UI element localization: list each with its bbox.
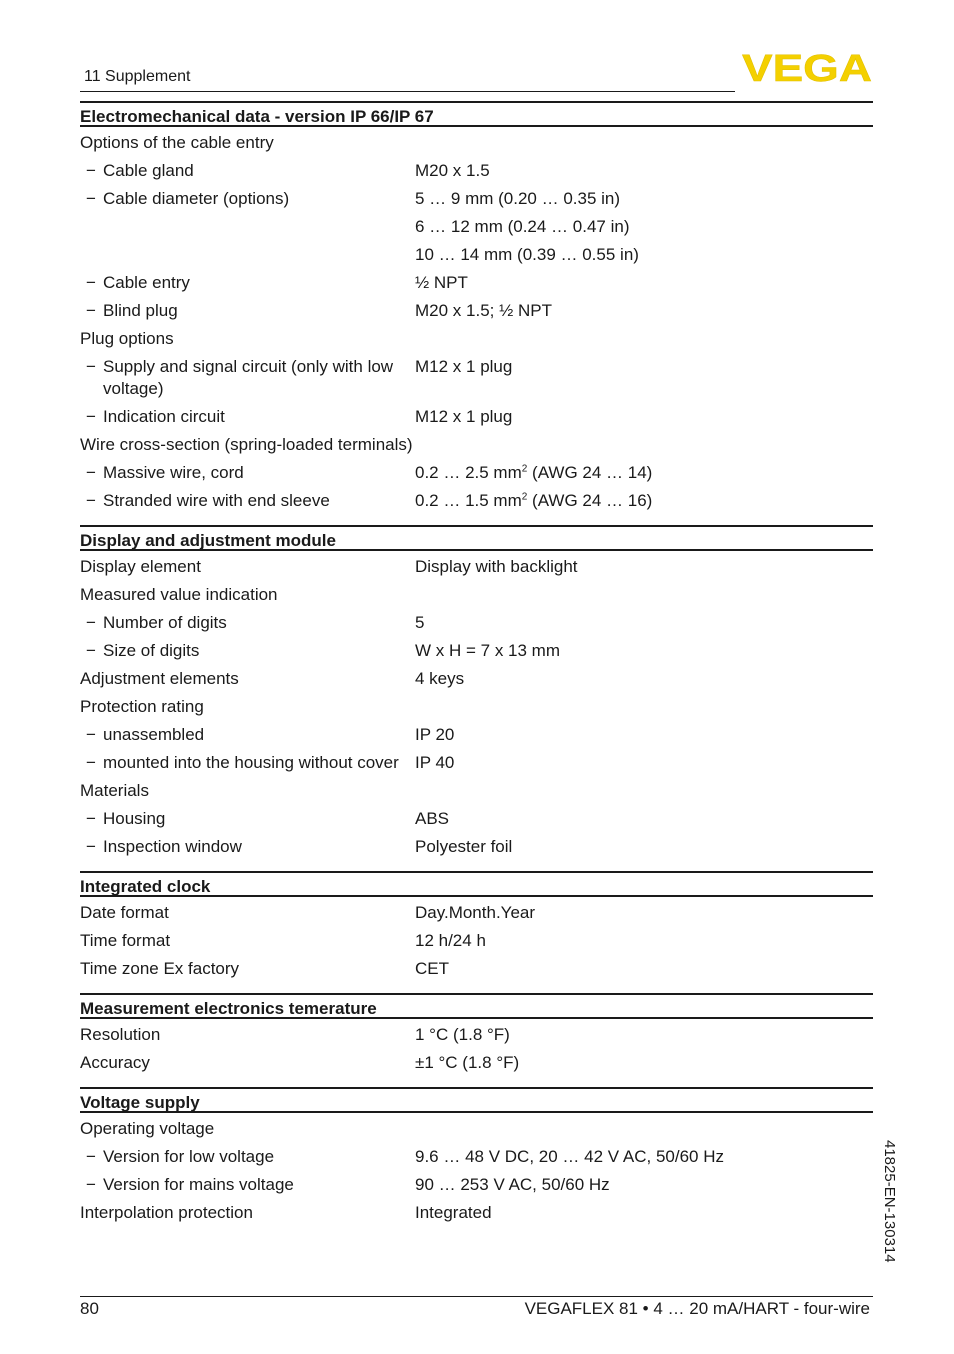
row-value: ±1 °C (1.8 °F) [415, 1053, 520, 1072]
row-value-line: 10 … 14 mm (0.39 … 0.55 in) [415, 245, 639, 264]
row-value-line: 5 … 9 mm (0.20 … 0.35 in) [415, 189, 621, 208]
spec-row [80, 955, 873, 983]
spec-row [80, 157, 873, 185]
section-electromechanical [80, 101, 873, 515]
spec-row [80, 777, 873, 805]
spec-row [80, 1115, 873, 1143]
row-label: − unassembled [80, 724, 415, 746]
row-label: Operating voltage [80, 1119, 215, 1138]
document-code: 41825-EN-130314 [881, 1140, 898, 1263]
spec-row [80, 637, 873, 665]
section-integrated-clock [80, 871, 873, 983]
row-value [415, 188, 873, 266]
row-value: Display with backlight [415, 557, 578, 576]
row-value: 4 keys [415, 669, 465, 688]
row-value [415, 462, 873, 484]
superscript: 2 [521, 491, 528, 503]
row-value: CET [415, 959, 449, 978]
spec-row [80, 297, 873, 325]
spec-row [80, 129, 873, 157]
spec-row [80, 609, 873, 637]
spec-row [80, 833, 873, 861]
header-section-title: 11 Supplement [84, 68, 191, 85]
row-value: IP 20 [415, 725, 455, 744]
row-value: Day.Month.Year [415, 903, 536, 922]
section-title: Measurement electronics temerature [80, 993, 873, 1019]
row-label: − Cable diameter (options) [80, 188, 415, 266]
row-label: − Inspection window [80, 836, 415, 858]
row-label: − Version for mains voltage [80, 1174, 415, 1196]
spec-row [80, 899, 873, 927]
row-label: Measured value indication [80, 585, 278, 604]
row-value: M20 x 1.5 [415, 161, 490, 180]
spec-row [80, 1021, 873, 1049]
section-title: Electromechanical data - version IP 66/IP 67 [80, 101, 873, 127]
row-value [415, 490, 873, 512]
spec-row [80, 459, 873, 487]
section-voltage-supply [80, 1087, 873, 1227]
section-title: Display and adjustment module [80, 525, 873, 551]
row-label: − mounted into the housing without cover [80, 752, 415, 774]
header-rule [80, 91, 735, 92]
row-label: − Size of digits [80, 640, 415, 662]
row-value: ABS [415, 809, 450, 828]
vega-logo-text: VEGA [742, 50, 872, 86]
spec-row [80, 431, 873, 459]
spec-row [80, 749, 873, 777]
row-label: Accuracy [80, 1053, 150, 1072]
row-label: − Supply and signal circuit (only with low voltage) [80, 356, 415, 400]
row-label: − Massive wire, cord [80, 462, 415, 484]
row-label: − Blind plug [80, 300, 415, 322]
spec-row [80, 721, 873, 749]
row-label: Options of the cable entry [80, 133, 274, 152]
spec-row [80, 1049, 873, 1077]
row-label: Plug options [80, 329, 174, 348]
row-value: M20 x 1.5; ½ NPT [415, 301, 552, 320]
row-label: Adjustment elements [80, 669, 239, 688]
row-value: 12 h/24 h [415, 931, 486, 950]
row-value: M12 x 1 plug [415, 407, 513, 426]
row-label: − Housing [80, 808, 415, 830]
row-value: 5 [415, 613, 425, 632]
row-label: Date format [80, 903, 169, 922]
row-label: Display element [80, 557, 201, 576]
row-value: W x H = 7 x 13 mm [415, 641, 560, 660]
spec-row [80, 1143, 873, 1171]
spec-row [80, 1171, 873, 1199]
row-value: M12 x 1 plug [415, 357, 513, 376]
value-text: (AWG 24 … 14) [527, 463, 653, 482]
spec-row [80, 805, 873, 833]
value-text: 0.2 … 1.5 mm [415, 491, 522, 510]
row-label: − Indication circuit [80, 406, 415, 428]
row-label: Protection rating [80, 697, 204, 716]
section-electronics-temperature [80, 993, 873, 1077]
spec-row [80, 403, 873, 431]
spec-row [80, 325, 873, 353]
row-value: Polyester foil [415, 837, 513, 856]
spec-content [80, 101, 873, 1227]
row-label: Wire cross-section (spring-loaded terminals) [80, 435, 413, 454]
spec-row [80, 269, 873, 297]
row-label: Resolution [80, 1025, 161, 1044]
row-value: IP 40 [415, 753, 455, 772]
row-label: − Version for low voltage [80, 1146, 415, 1168]
superscript: 2 [521, 463, 528, 475]
page-number: 80 [80, 1299, 99, 1318]
row-label: Time zone Ex factory [80, 959, 240, 978]
spec-row [80, 185, 873, 269]
spec-row [80, 487, 873, 515]
row-label: − Cable entry [80, 272, 415, 294]
row-label: − Cable gland [80, 160, 415, 182]
spec-row [80, 1199, 873, 1227]
row-value: 90 … 253 V AC, 50/60 Hz [415, 1175, 610, 1194]
row-value: Integrated [415, 1203, 492, 1222]
section-title: Voltage supply [80, 1087, 873, 1113]
vega-logo [742, 50, 874, 86]
row-label: − Number of digits [80, 612, 415, 634]
row-value: 9.6 … 48 V DC, 20 … 42 V AC, 50/60 Hz [415, 1147, 724, 1166]
value-text: (AWG 24 … 16) [527, 491, 653, 510]
spec-row [80, 353, 873, 403]
row-label: Time format [80, 931, 171, 950]
row-label: Interpolation protection [80, 1203, 253, 1222]
value-text: 0.2 … 2.5 mm [415, 463, 522, 482]
footer-product-title: VEGAFLEX 81 • 4 … 20 mA/HART - four-wire [524, 1299, 870, 1318]
row-value: 1 °C (1.8 °F) [415, 1025, 510, 1044]
footer-rule [80, 1296, 873, 1297]
section-display-module [80, 525, 873, 861]
section-title: Integrated clock [80, 871, 873, 897]
spec-row [80, 693, 873, 721]
row-value: ½ NPT [415, 273, 468, 292]
spec-row [80, 927, 873, 955]
row-label: Materials [80, 781, 149, 800]
spec-row [80, 665, 873, 693]
row-value-line: 6 … 12 mm (0.24 … 0.47 in) [415, 217, 630, 236]
spec-row [80, 553, 873, 581]
spec-row [80, 581, 873, 609]
row-label: − Stranded wire with end sleeve [80, 490, 415, 512]
